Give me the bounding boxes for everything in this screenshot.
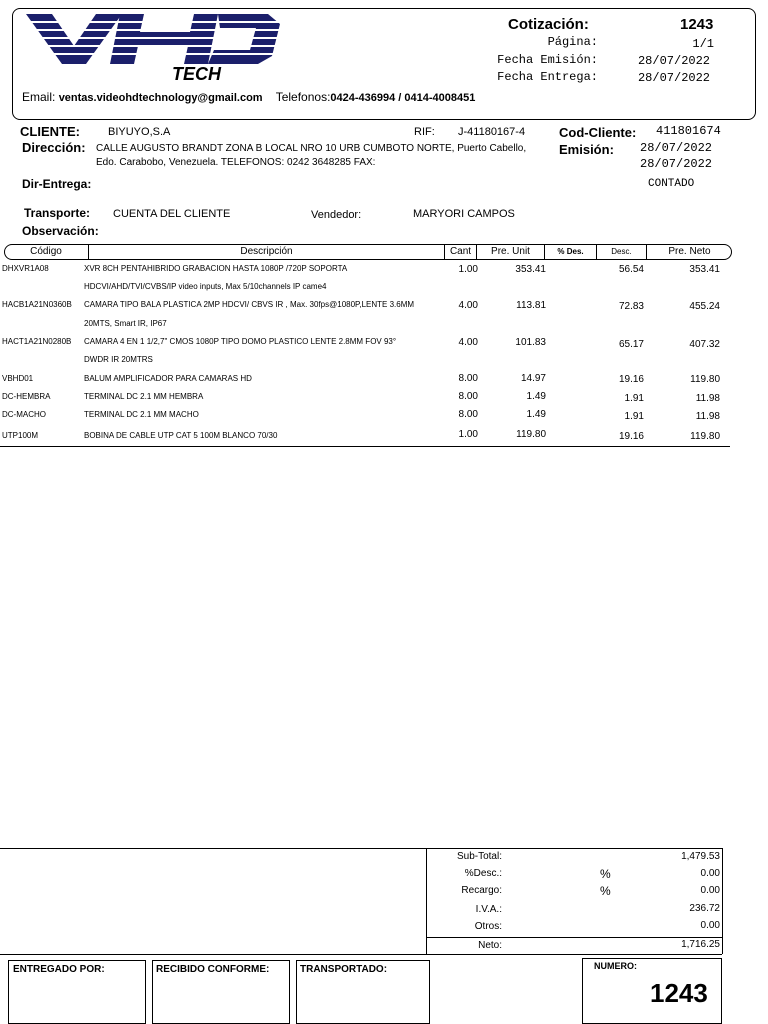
observation-label: Observación: xyxy=(22,224,99,238)
th-unit-price: Pre. Unit xyxy=(476,244,544,260)
iva-label: I.V.A.: xyxy=(475,904,502,915)
transport-label: Transporte: xyxy=(24,206,91,220)
table-row-7-qty: 1.00 xyxy=(458,429,478,440)
table-row-7-unit: 119.80 xyxy=(516,429,546,440)
table-row-4-unit: 14.97 xyxy=(520,373,546,384)
table-row-5-disc: 1.91 xyxy=(624,393,644,404)
surcharge-value: 0.00 xyxy=(700,885,720,896)
phone-label: Telefonos: xyxy=(275,90,331,104)
table-row-4-disc: 19.16 xyxy=(618,374,644,385)
th-description: Descripción xyxy=(88,244,444,260)
table-row-3-desc: CAMARA 4 EN 1 1/2,7" CMOS 1080P TIPO DOMO PLASTICO LENTE 2.8MM FOV 93° xyxy=(84,337,397,346)
table-row-3-net: 407.32 xyxy=(689,339,720,350)
table-row-6-unit: 1.49 xyxy=(526,409,546,420)
discount-value: 0.00 xyxy=(700,868,720,879)
delivery-label: Fecha Entrega: xyxy=(497,70,598,84)
th-disc-pct: % Des. xyxy=(544,244,596,260)
table-bottom-rule xyxy=(0,446,730,447)
page-value: 1/1 xyxy=(692,37,714,51)
surcharge-pct-sign: % xyxy=(600,884,611,898)
table-row-4-qty: 8.00 xyxy=(458,373,478,384)
table-row-3-desc-2: DWDR IR 20MTRS xyxy=(84,355,153,364)
delivery-value: 28/07/2022 xyxy=(637,71,710,85)
totals-left-rule xyxy=(426,848,427,954)
table-row-3-disc: 65.17 xyxy=(618,339,644,350)
address-line-2: Edo. Carabobo, Venezuela. TELEFONOS: 0242 3648285 FAX: xyxy=(96,157,376,168)
table-row-7-code: UTP100M xyxy=(2,431,39,440)
net-divider xyxy=(426,937,722,938)
seller-label: Vendedor: xyxy=(311,209,362,221)
table-row-3-code: HACT1A21N0280B xyxy=(2,337,72,346)
emission-client-label: Emisión: xyxy=(559,142,614,157)
table-row-1-unit: 353.41 xyxy=(515,264,546,275)
emission-client-value: 28/07/2022 xyxy=(640,141,713,155)
emission-client-value-2: 28/07/2022 xyxy=(640,157,713,171)
address-label: Dirección: xyxy=(22,140,86,155)
number-value: 1243 xyxy=(650,978,708,1008)
table-row-1-disc: 56.54 xyxy=(618,264,644,275)
email-label: Email: xyxy=(22,90,56,104)
logo-tech-text: TECH xyxy=(172,64,221,82)
phone-value: 0424-436994 / 0414-4008451 xyxy=(330,92,476,104)
iva-value: 236.72 xyxy=(689,903,720,914)
client-label: CLIENTE: xyxy=(20,124,80,139)
table-row-7-desc: BOBINA DE CABLE UTP CAT 5 100M BLANCO 70/30 xyxy=(84,431,278,440)
table-row-1-desc: XVR 8CH PENTAHIBRIDO GRABACION HASTA 1080P /720P SOPORTA xyxy=(84,264,348,273)
other-label: Otros: xyxy=(474,921,502,932)
th-disc: Desc. xyxy=(596,244,646,260)
address-line-1: CALLE AUGUSTO BRANDT ZONA B LOCAL NRO 10 URB CUMBOTO NORTE, Puerto Cabello, xyxy=(96,143,527,154)
page-label: Página: xyxy=(547,35,598,49)
doc-number: 1243 xyxy=(680,16,714,33)
table-row-6-net: 11.98 xyxy=(695,411,720,422)
table-row-4-code: VBHD01 xyxy=(2,374,34,383)
table-row-1-desc-2: HDCVI/AHD/TVI/CVBS/IP video inputs, Max 5/10channels IP came4 xyxy=(84,282,327,291)
table-row-2-disc: 72.83 xyxy=(618,301,644,312)
net-label: Neto: xyxy=(478,940,502,951)
delivery-address-label: Dir-Entrega: xyxy=(22,177,92,191)
emission-value: 28/07/2022 xyxy=(637,54,710,68)
table-row-3-unit: 101.83 xyxy=(515,337,546,348)
th-net: Pre. Neto xyxy=(646,244,732,260)
table-row-5-qty: 8.00 xyxy=(458,391,478,402)
discount-label: %Desc.: xyxy=(464,868,502,879)
table-row-5-net: 11.98 xyxy=(695,393,720,404)
table-row-7-net: 119.80 xyxy=(690,431,720,442)
client-name: BIYUYO,S.A xyxy=(108,126,171,138)
rif-label: RIF: xyxy=(414,126,435,138)
table-row-5-desc: TERMINAL DC 2.1 MM HEMBRA xyxy=(84,392,204,401)
rif-value: J-41180167-4 xyxy=(458,126,526,138)
table-row-2-desc: CAMARA TIPO BALA PLASTICA 2MP HDCVI/ CBVS IR , Max. 30fps@1080P,LENTE 3.6MM xyxy=(84,300,415,309)
transported-label: TRANSPORTADO: xyxy=(300,964,388,975)
delivered-by-label: ENTREGADO POR: xyxy=(13,964,105,975)
table-row-2-unit: 113.81 xyxy=(516,300,546,311)
vhd-logo-graphic xyxy=(22,12,282,82)
table-row-6-desc: TERMINAL DC 2.1 MM MACHO xyxy=(84,410,199,419)
table-row-6-qty: 8.00 xyxy=(458,409,478,420)
transport-value: CUENTA DEL CLIENTE xyxy=(113,208,231,220)
net-value: 1,716.25 xyxy=(681,939,720,950)
vhd-tech-logo xyxy=(22,12,282,82)
table-row-6-code: DC-MACHO xyxy=(2,410,46,419)
totals-top-rule xyxy=(0,848,722,849)
table-row-2-desc-2: 20MTS, Smart IR, IP67 xyxy=(84,319,167,328)
table-row-2-qty: 4.00 xyxy=(458,300,478,311)
subtotal-label: Sub-Total: xyxy=(456,851,502,862)
contact-row xyxy=(22,90,475,104)
th-code: Código xyxy=(30,246,62,257)
payment-type: CONTADO xyxy=(648,178,695,190)
table-row-6-disc: 1.91 xyxy=(624,411,644,422)
received-label: RECIBIDO CONFORME: xyxy=(156,964,270,975)
table-row-2-net: 455.24 xyxy=(689,301,720,312)
table-row-3-qty: 4.00 xyxy=(458,337,478,348)
table-row-4-net: 119.80 xyxy=(690,374,720,385)
table-row-7-disc: 19.16 xyxy=(618,431,644,442)
doc-title: Cotización: xyxy=(508,16,589,33)
emission-label: Fecha Emisión: xyxy=(497,53,598,67)
seller-value: MARYORI CAMPOS xyxy=(413,208,515,220)
table-row-5-code: DC-HEMBRA xyxy=(2,392,51,401)
table-row-5-unit: 1.49 xyxy=(526,391,546,402)
cod-client-label: Cod-Cliente: xyxy=(559,125,637,140)
table-row-1-qty: 1.00 xyxy=(458,264,478,275)
discount-pct-sign: % xyxy=(600,867,611,881)
table-row-2-code: HACB1A21N0360B xyxy=(2,300,72,309)
other-value: 0.00 xyxy=(700,920,720,931)
th-qty: Cant xyxy=(444,244,476,260)
number-label: NUMERO: xyxy=(594,961,637,971)
table-row-4-desc: BALUM AMPLIFICADOR PARA CAMARAS HD xyxy=(84,374,252,383)
totals-bottom-rule xyxy=(0,954,722,955)
table-row-1-net: 353.41 xyxy=(689,264,720,275)
cod-client-value: 411801674 xyxy=(656,124,721,138)
email-value: ventas.videohdtechnology@gmail.com xyxy=(58,92,263,104)
totals-right-rule xyxy=(722,848,723,954)
subtotal-value: 1,479.53 xyxy=(681,851,720,862)
table-row-1-code: DHXVR1A08 xyxy=(2,264,49,273)
surcharge-label: Recargo: xyxy=(461,885,502,896)
